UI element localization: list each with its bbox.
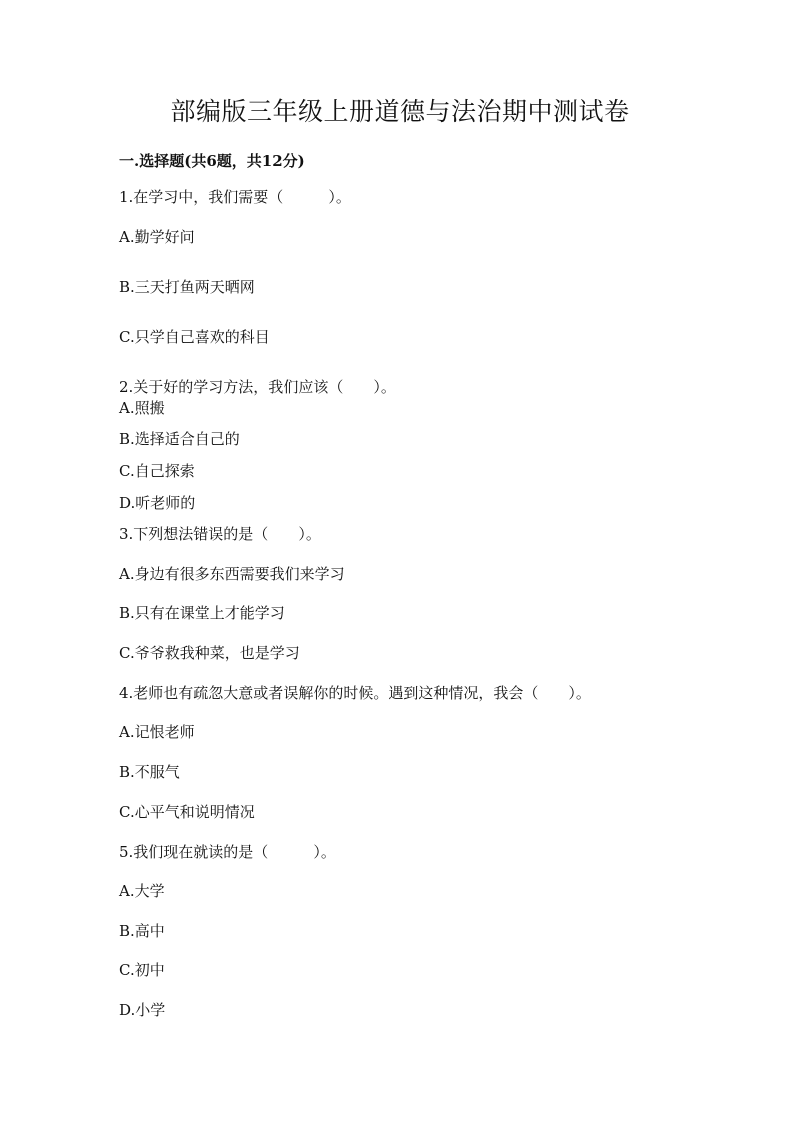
question-5-option-b: B.高中 <box>119 922 165 940</box>
question-2-stem: 2.关于好的学习方法，我们应该（ ）。 <box>119 378 396 396</box>
question-1-option-a: A.勤学好问 <box>119 228 195 246</box>
question-5-option-d: D.小学 <box>119 1001 166 1019</box>
question-2-option-b: B.选择适合自己的 <box>119 430 240 448</box>
question-3-option-c: C.爷爷救我种菜，也是学习 <box>119 644 300 662</box>
question-4-option-b: B.不服气 <box>119 763 180 781</box>
question-1-stem: 1.在学习中，我们需要（ ）。 <box>119 188 351 206</box>
question-3-option-b: B.只有在课堂上才能学习 <box>119 604 285 622</box>
question-1-option-b: B.三天打鱼两天晒网 <box>119 278 255 296</box>
question-4-option-c: C.心平气和说明情况 <box>119 803 255 821</box>
question-3-option-a: A.身边有很多东西需要我们来学习 <box>119 565 345 583</box>
question-1-option-c: C.只学自己喜欢的科目 <box>119 328 270 346</box>
question-5-option-a: A.大学 <box>119 882 165 900</box>
section-heading: 一.选择题(共6题，共12分) <box>119 152 305 170</box>
question-2-option-d: D.听老师的 <box>119 494 196 512</box>
question-3-stem: 3.下列想法错误的是（ ）。 <box>119 525 321 543</box>
question-2-option-c: C.自己探索 <box>119 462 195 480</box>
question-4-option-a: A.记恨老师 <box>119 723 195 741</box>
question-2-option-a: A.照搬 <box>119 399 165 417</box>
question-4-stem: 4.老师也有疏忽大意或者误解你的时候。遇到这种情况，我会（ ）。 <box>119 684 591 702</box>
page-title: 部编版三年级上册道德与法治期中测试卷 <box>170 97 630 126</box>
question-5-stem: 5.我们现在就读的是（ ）。 <box>119 843 336 861</box>
question-5-option-c: C.初中 <box>119 961 165 979</box>
